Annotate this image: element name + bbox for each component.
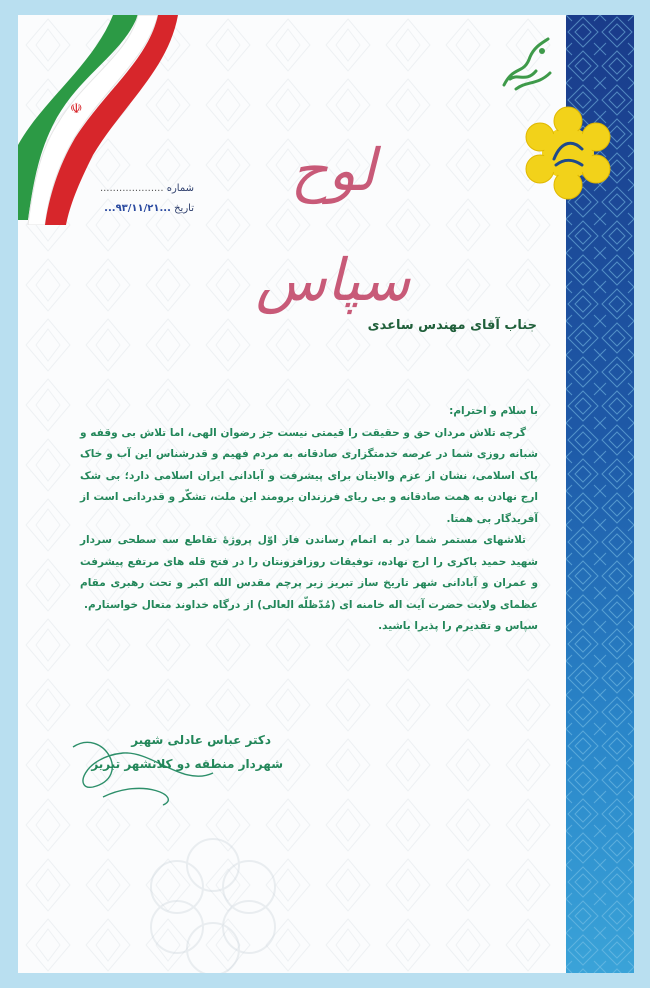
flag-emblem-icon: ☫ xyxy=(70,101,83,117)
certificate-page xyxy=(18,15,634,973)
tabriz-municipality-emblem-icon xyxy=(518,103,618,203)
letter-paragraph-2: تلاشهای مستمر شما در به اتمام رساندن فاز اوّل پروژۀ تقاطع سه سطحی سردار شهید حمید باکری را ارج نهاده، توفیقات روزافزونتان را در فتح قله های مرتفع پیشرفت و عمران و آبادانی شهر تاریخ ساز تبریز زیر پرچم مقدس الله اکبر و تحت رهبری مقام عظمای ولایت حضرت آیت اله خامنه ای (مُدّظلّه العالی) از درگاه خداوند متعال خواستارم. xyxy=(80,534,538,611)
letter-closing: سپاس و تقدیرم را پذیرا باشید. xyxy=(378,620,538,632)
certificate-title: لوح سپاس xyxy=(255,136,411,314)
calligraphy-logo-icon xyxy=(496,35,556,95)
date-label: تاریخ xyxy=(174,203,194,214)
signature-block xyxy=(63,717,283,807)
signer-position: شهردار منطقه دو کلانشهر تبریز xyxy=(91,757,283,771)
number-field xyxy=(84,183,194,194)
watermark-emblem-icon xyxy=(133,835,293,973)
number-value: .................... xyxy=(99,183,164,194)
addressee: جناب آقای مهندس ساعدی xyxy=(367,318,537,333)
date-value: ...۹۳/۱۱/۲۱... xyxy=(104,203,171,214)
greeting: با سلام و احترام: xyxy=(449,405,538,417)
number-label: شماره xyxy=(166,183,194,194)
date-field xyxy=(84,203,194,214)
signer-name: دکتر عباس عادلی شهیر xyxy=(131,733,271,747)
letter-paragraph-1: گرچه تلاش مردان حق و حقیقت را قیمتی نیست جز رضوان الهی، اما تلاش بی وقفه و شبانه روزی شما در عرصه خدمتگزاری صادقانه به مردم فهیم و قدرشناس این آب و خاک پاک اسلامی، نشان از عزم والایتان برای پیشرفت و آبادانی ایران اسلامی دارد؛ بی شک ارج نهادن به همت صادقانه و بی ریای فرزندان برومند این ملت، تشکّر و قدردانی است از آفریدگار بی همتا. xyxy=(80,426,538,525)
letter-body xyxy=(80,401,538,638)
